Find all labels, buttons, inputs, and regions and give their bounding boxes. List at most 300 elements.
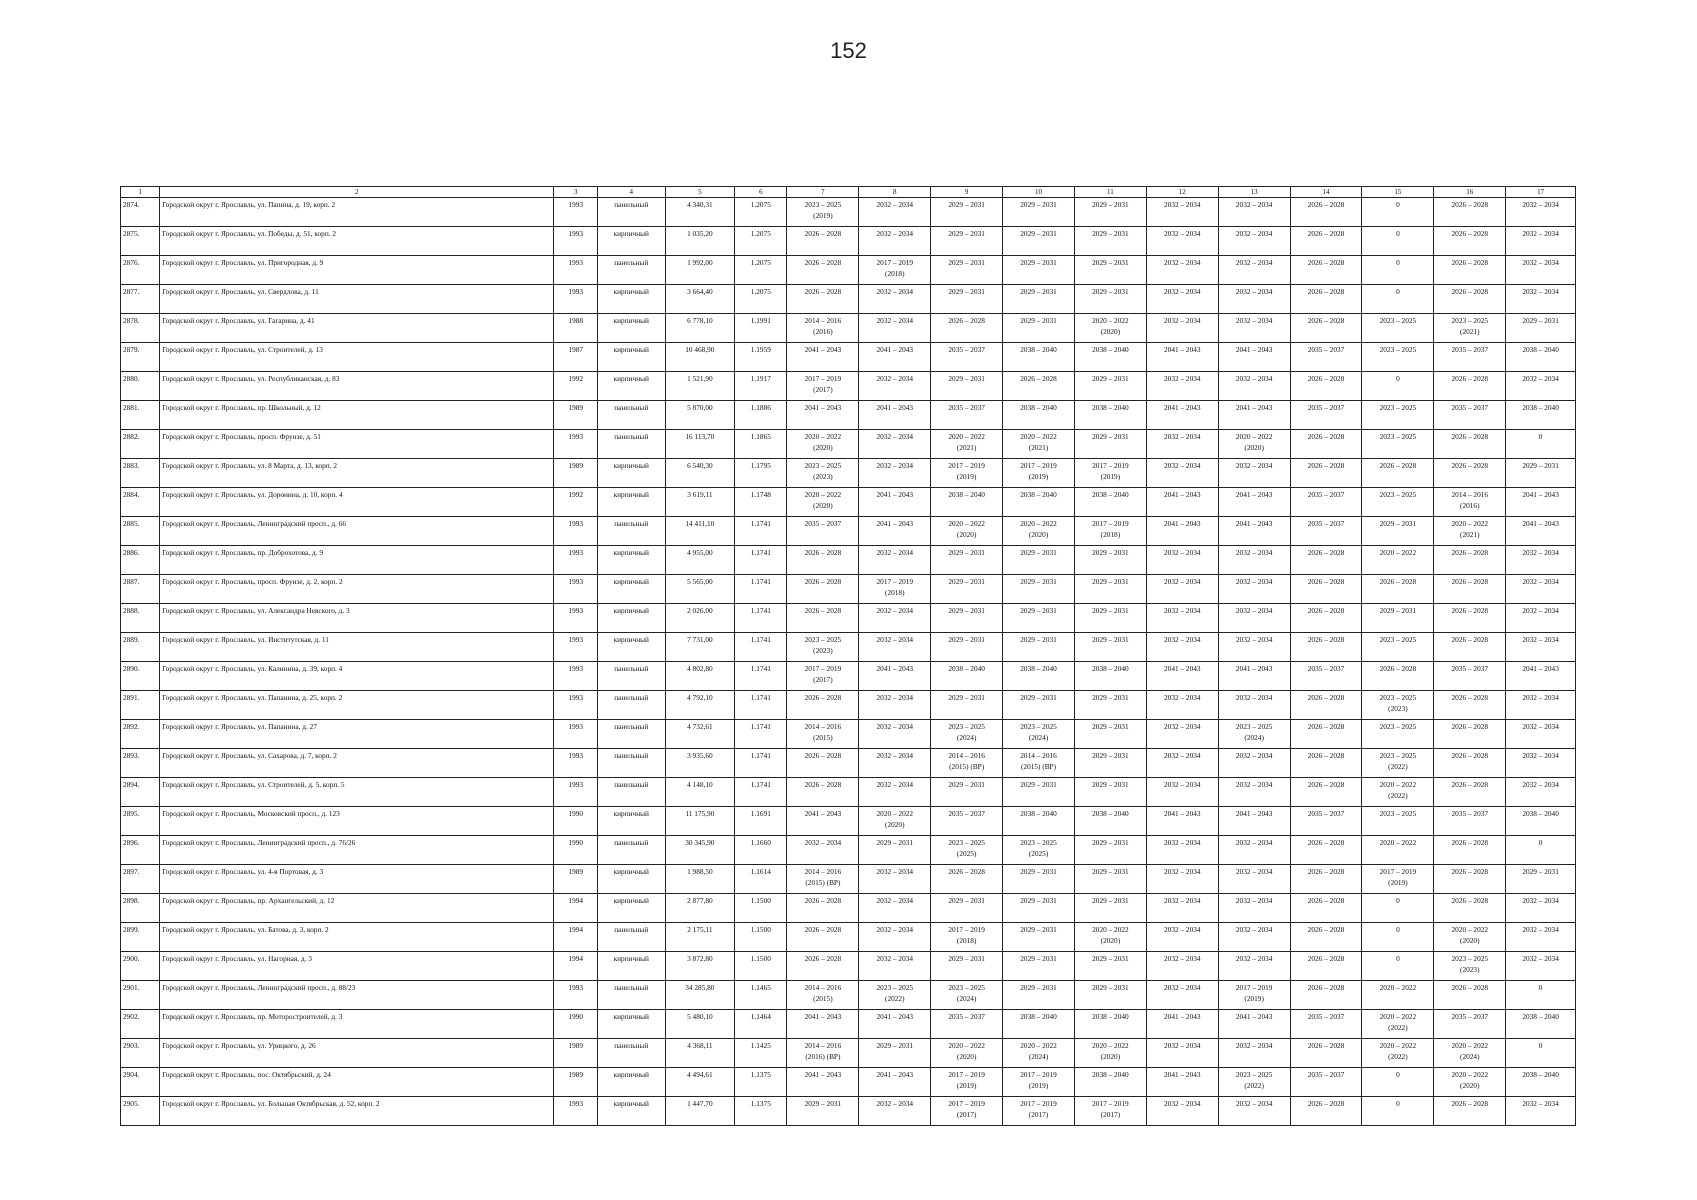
table-cell-col-3: 1988 bbox=[554, 314, 598, 343]
table-cell-col-3: 1987 bbox=[554, 343, 598, 372]
table-cell-col-9: 2017 – 2019 (2018) bbox=[931, 923, 1003, 952]
table-cell-col-14: 2026 – 2028 bbox=[1290, 691, 1362, 720]
table-cell-col-10: 2017 – 2019 (2017) bbox=[1003, 1097, 1075, 1126]
table-cell-col-5: 7 731,00 bbox=[665, 633, 735, 662]
table-cell-col-1: 2902. bbox=[121, 1010, 160, 1039]
table-cell-col-6: 1.1375 bbox=[735, 1097, 787, 1126]
table-row bbox=[121, 952, 1576, 981]
table-cell-col-10: 2026 – 2028 bbox=[1003, 372, 1075, 401]
table-cell-col-3: 1993 bbox=[554, 430, 598, 459]
table-cell-col-4: панельный bbox=[598, 836, 666, 865]
table-cell-col-3: 1989 bbox=[554, 401, 598, 430]
table-cell-col-16: 2035 – 2037 bbox=[1434, 343, 1506, 372]
table-cell-col-12: 2032 – 2034 bbox=[1146, 633, 1218, 662]
table-cell-col-11: 2038 – 2040 bbox=[1074, 1010, 1146, 1039]
table-cell-col-14: 2035 – 2037 bbox=[1290, 1010, 1362, 1039]
table-cell-col-14: 2026 – 2028 bbox=[1290, 923, 1362, 952]
table-cell-col-6: 1.2075 bbox=[735, 198, 787, 227]
table-cell-col-2: Городской округ г. Ярославль, ул. Папанина, д. 27 bbox=[160, 720, 554, 749]
table-cell-col-10: 2023 – 2025 (2025) bbox=[1003, 836, 1075, 865]
table-cell-col-12: 2032 – 2034 bbox=[1146, 285, 1218, 314]
table-cell-col-1: 2883. bbox=[121, 459, 160, 488]
table-cell-col-16: 2026 – 2028 bbox=[1434, 198, 1506, 227]
column-number-1: 1 bbox=[121, 187, 160, 198]
table-cell-col-17: 2032 – 2034 bbox=[1506, 604, 1576, 633]
table-cell-col-13: 2032 – 2034 bbox=[1218, 575, 1290, 604]
table-cell-col-17: 2032 – 2034 bbox=[1506, 372, 1576, 401]
table-cell-col-6: 1.1741 bbox=[735, 575, 787, 604]
table-cell-col-1: 2896. bbox=[121, 836, 160, 865]
table-cell-col-12: 2032 – 2034 bbox=[1146, 865, 1218, 894]
table-cell-col-10: 2017 – 2019 (2019) bbox=[1003, 1068, 1075, 1097]
table-cell-col-8: 2032 – 2034 bbox=[859, 720, 931, 749]
table-cell-col-2: Городской округ г. Ярославль, ул. Урицкого, д. 26 bbox=[160, 1039, 554, 1068]
table-cell-col-5: 6 778,10 bbox=[665, 314, 735, 343]
table-cell-col-3: 1993 bbox=[554, 604, 598, 633]
table-cell-col-11: 2029 – 2031 bbox=[1074, 575, 1146, 604]
table-cell-col-17: 2032 – 2034 bbox=[1506, 720, 1576, 749]
table-cell-col-14: 2035 – 2037 bbox=[1290, 488, 1362, 517]
table-cell-col-13: 2032 – 2034 bbox=[1218, 546, 1290, 575]
table-cell-col-7: 2014 – 2016 (2016) (ВР) bbox=[787, 1039, 859, 1068]
table-cell-col-17: 2032 – 2034 bbox=[1506, 691, 1576, 720]
table-cell-col-7: 2014 – 2016 (2015) bbox=[787, 981, 859, 1010]
table-cell-col-2: Городской округ г. Ярославль, ул. Строителей, д. 13 bbox=[160, 343, 554, 372]
table-cell-col-14: 2026 – 2028 bbox=[1290, 1039, 1362, 1068]
page-number: 152 bbox=[830, 38, 867, 63]
table-cell-col-3: 1993 bbox=[554, 778, 598, 807]
table-cell-col-17: 2032 – 2034 bbox=[1506, 633, 1576, 662]
table-cell-col-17: 0 bbox=[1506, 1039, 1576, 1068]
table-cell-col-13: 2032 – 2034 bbox=[1218, 314, 1290, 343]
table-cell-col-15: 2026 – 2028 bbox=[1362, 662, 1434, 691]
table-cell-col-7: 2041 – 2043 bbox=[787, 807, 859, 836]
table-cell-col-16: 2026 – 2028 bbox=[1434, 894, 1506, 923]
table-cell-col-7: 2026 – 2028 bbox=[787, 575, 859, 604]
table-cell-col-8: 2032 – 2034 bbox=[859, 778, 931, 807]
table-cell-col-11: 2017 – 2019 (2018) bbox=[1074, 517, 1146, 546]
table-cell-col-6: 1.2075 bbox=[735, 285, 787, 314]
table-cell-col-9: 2026 – 2028 bbox=[931, 865, 1003, 894]
column-number-7: 7 bbox=[787, 187, 859, 198]
table-cell-col-8: 2032 – 2034 bbox=[859, 749, 931, 778]
table-cell-col-17: 2038 – 2040 bbox=[1506, 1010, 1576, 1039]
table-cell-col-11: 2029 – 2031 bbox=[1074, 981, 1146, 1010]
table-cell-col-3: 1994 bbox=[554, 923, 598, 952]
table-cell-col-7: 2017 – 2019 (2017) bbox=[787, 372, 859, 401]
table-row bbox=[121, 198, 1576, 227]
table-cell-col-2: Городской округ г. Ярославль, ул. Батова, д. 3, корп. 2 bbox=[160, 923, 554, 952]
table-cell-col-10: 2029 – 2031 bbox=[1003, 546, 1075, 575]
table-cell-col-7: 2023 – 2025 (2023) bbox=[787, 459, 859, 488]
table-cell-col-2: Городской округ г. Ярославль, пос. Октябрьский, д. 24 bbox=[160, 1068, 554, 1097]
table-cell-col-1: 2876. bbox=[121, 256, 160, 285]
table-cell-col-7: 2026 – 2028 bbox=[787, 691, 859, 720]
table-cell-col-3: 1990 bbox=[554, 836, 598, 865]
table-cell-col-7: 2026 – 2028 bbox=[787, 923, 859, 952]
table-cell-col-16: 2026 – 2028 bbox=[1434, 836, 1506, 865]
table-cell-col-2: Городской округ г. Ярославль, просп. Фрунзе, д. 51 bbox=[160, 430, 554, 459]
table-cell-col-8: 2041 – 2043 bbox=[859, 488, 931, 517]
table-cell-col-5: 4 792,10 bbox=[665, 691, 735, 720]
column-number-14: 14 bbox=[1290, 187, 1362, 198]
table-cell-col-11: 2038 – 2040 bbox=[1074, 401, 1146, 430]
table-cell-col-10: 2029 – 2031 bbox=[1003, 778, 1075, 807]
table-cell-col-3: 1990 bbox=[554, 807, 598, 836]
table-cell-col-1: 2889. bbox=[121, 633, 160, 662]
table-cell-col-10: 2029 – 2031 bbox=[1003, 227, 1075, 256]
table-cell-col-1: 2905. bbox=[121, 1097, 160, 1126]
table-cell-col-3: 1993 bbox=[554, 691, 598, 720]
table-cell-col-12: 2032 – 2034 bbox=[1146, 575, 1218, 604]
table-cell-col-3: 1993 bbox=[554, 981, 598, 1010]
table-cell-col-4: кирпичный bbox=[598, 865, 666, 894]
column-number-8: 8 bbox=[859, 187, 931, 198]
table-cell-col-5: 1 035,20 bbox=[665, 227, 735, 256]
table-cell-col-7: 2023 – 2025 (2019) bbox=[787, 198, 859, 227]
table-cell-col-5: 30 345,90 bbox=[665, 836, 735, 865]
table-cell-col-14: 2026 – 2028 bbox=[1290, 720, 1362, 749]
table-row bbox=[121, 981, 1576, 1010]
table-cell-col-16: 2026 – 2028 bbox=[1434, 285, 1506, 314]
table-row bbox=[121, 285, 1576, 314]
table-cell-col-15: 0 bbox=[1362, 952, 1434, 981]
column-number-4: 4 bbox=[598, 187, 666, 198]
table-cell-col-7: 2026 – 2028 bbox=[787, 285, 859, 314]
table-cell-col-13: 2032 – 2034 bbox=[1218, 865, 1290, 894]
table-cell-col-14: 2026 – 2028 bbox=[1290, 575, 1362, 604]
column-number-17: 17 bbox=[1506, 187, 1576, 198]
table-cell-col-10: 2023 – 2025 (2024) bbox=[1003, 720, 1075, 749]
table-cell-col-6: 1.1795 bbox=[735, 459, 787, 488]
table-row bbox=[121, 894, 1576, 923]
column-number-10: 10 bbox=[1003, 187, 1075, 198]
table-cell-col-2: Городской округ г. Ярославль, ул. Большая Октябрьская, д. 52, корп. 2 bbox=[160, 1097, 554, 1126]
table-cell-col-9: 2029 – 2031 bbox=[931, 778, 1003, 807]
table-cell-col-11: 2038 – 2040 bbox=[1074, 1068, 1146, 1097]
table-cell-col-1: 2880. bbox=[121, 372, 160, 401]
table-row bbox=[121, 488, 1576, 517]
table-cell-col-11: 2029 – 2031 bbox=[1074, 952, 1146, 981]
table-cell-col-7: 2026 – 2028 bbox=[787, 778, 859, 807]
table-cell-col-1: 2877. bbox=[121, 285, 160, 314]
table-cell-col-7: 2023 – 2025 (2023) bbox=[787, 633, 859, 662]
table-cell-col-17: 2029 – 2031 bbox=[1506, 865, 1576, 894]
table-cell-col-10: 2020 – 2022 (2021) bbox=[1003, 430, 1075, 459]
table-cell-col-2: Городской округ г. Ярославль, ул. Строителей, д. 5, корп. 5 bbox=[160, 778, 554, 807]
table-cell-col-12: 2032 – 2034 bbox=[1146, 894, 1218, 923]
table-cell-col-1: 2898. bbox=[121, 894, 160, 923]
table-cell-col-4: кирпичный bbox=[598, 575, 666, 604]
table-cell-col-5: 14 411,10 bbox=[665, 517, 735, 546]
table-cell-col-1: 2899. bbox=[121, 923, 160, 952]
table-cell-col-4: кирпичный bbox=[598, 285, 666, 314]
table-cell-col-6: 1.1425 bbox=[735, 1039, 787, 1068]
table-cell-col-11: 2029 – 2031 bbox=[1074, 372, 1146, 401]
table-cell-col-7: 2026 – 2028 bbox=[787, 546, 859, 575]
table-cell-col-4: панельный bbox=[598, 778, 666, 807]
table-row bbox=[121, 459, 1576, 488]
column-number-3: 3 bbox=[554, 187, 598, 198]
table-cell-col-9: 2029 – 2031 bbox=[931, 691, 1003, 720]
table-cell-col-5: 4 368,11 bbox=[665, 1039, 735, 1068]
table-cell-col-8: 2032 – 2034 bbox=[859, 604, 931, 633]
table-cell-col-10: 2029 – 2031 bbox=[1003, 633, 1075, 662]
table-cell-col-2: Городской округ г. Ярославль, ул. Папина, д. 19, корп. 2 bbox=[160, 198, 554, 227]
table-cell-col-15: 0 bbox=[1362, 1097, 1434, 1126]
table-cell-col-14: 2026 – 2028 bbox=[1290, 604, 1362, 633]
table-cell-col-16: 2023 – 2025 (2021) bbox=[1434, 314, 1506, 343]
table-cell-col-10: 2038 – 2040 bbox=[1003, 343, 1075, 372]
table-cell-col-4: кирпичный bbox=[598, 604, 666, 633]
table-cell-col-13: 2032 – 2034 bbox=[1218, 1097, 1290, 1126]
table-cell-col-6: 1.1741 bbox=[735, 517, 787, 546]
table-cell-col-4: панельный bbox=[598, 256, 666, 285]
table-row bbox=[121, 575, 1576, 604]
table-cell-col-13: 2032 – 2034 bbox=[1218, 1039, 1290, 1068]
table-cell-col-6: 1.1741 bbox=[735, 604, 787, 633]
table-cell-col-3: 1993 bbox=[554, 633, 598, 662]
table-cell-col-1: 2894. bbox=[121, 778, 160, 807]
table-cell-col-6: 1.2075 bbox=[735, 227, 787, 256]
table-cell-col-14: 2026 – 2028 bbox=[1290, 836, 1362, 865]
table-cell-col-9: 2029 – 2031 bbox=[931, 227, 1003, 256]
table-cell-col-15: 0 bbox=[1362, 923, 1434, 952]
table-row bbox=[121, 691, 1576, 720]
table-cell-col-11: 2017 – 2019 (2019) bbox=[1074, 459, 1146, 488]
register-table-container bbox=[120, 186, 1576, 1126]
table-cell-col-9: 2029 – 2031 bbox=[931, 285, 1003, 314]
table-cell-col-11: 2020 – 2022 (2020) bbox=[1074, 1039, 1146, 1068]
table-cell-col-10: 2029 – 2031 bbox=[1003, 952, 1075, 981]
table-cell-col-16: 2026 – 2028 bbox=[1434, 430, 1506, 459]
table-cell-col-4: кирпичный bbox=[598, 227, 666, 256]
table-cell-col-17: 2032 – 2034 bbox=[1506, 285, 1576, 314]
table-cell-col-3: 1993 bbox=[554, 198, 598, 227]
table-cell-col-11: 2029 – 2031 bbox=[1074, 720, 1146, 749]
column-number-5: 5 bbox=[665, 187, 735, 198]
table-cell-col-14: 2026 – 2028 bbox=[1290, 285, 1362, 314]
table-cell-col-16: 2035 – 2037 bbox=[1434, 807, 1506, 836]
table-cell-col-10: 2038 – 2040 bbox=[1003, 488, 1075, 517]
table-cell-col-10: 2014 – 2016 (2015) (ВР) bbox=[1003, 749, 1075, 778]
table-cell-col-16: 2026 – 2028 bbox=[1434, 575, 1506, 604]
table-cell-col-15: 2020 – 2022 bbox=[1362, 546, 1434, 575]
table-cell-col-12: 2032 – 2034 bbox=[1146, 430, 1218, 459]
table-cell-col-17: 2038 – 2040 bbox=[1506, 1068, 1576, 1097]
table-cell-col-3: 1989 bbox=[554, 1068, 598, 1097]
table-cell-col-13: 2041 – 2043 bbox=[1218, 1010, 1290, 1039]
table-cell-col-13: 2032 – 2034 bbox=[1218, 256, 1290, 285]
table-cell-col-14: 2026 – 2028 bbox=[1290, 749, 1362, 778]
table-cell-col-17: 2032 – 2034 bbox=[1506, 546, 1576, 575]
table-cell-col-16: 2026 – 2028 bbox=[1434, 720, 1506, 749]
table-cell-col-6: 1.1741 bbox=[735, 720, 787, 749]
table-cell-col-5: 11 175,90 bbox=[665, 807, 735, 836]
table-cell-col-9: 2038 – 2040 bbox=[931, 662, 1003, 691]
table-cell-col-8: 2032 – 2034 bbox=[859, 952, 931, 981]
table-cell-col-15: 2020 – 2022 (2022) bbox=[1362, 1010, 1434, 1039]
table-cell-col-7: 2041 – 2043 bbox=[787, 343, 859, 372]
table-cell-col-16: 2035 – 2037 bbox=[1434, 401, 1506, 430]
table-cell-col-10: 2029 – 2031 bbox=[1003, 691, 1075, 720]
table-cell-col-14: 2026 – 2028 bbox=[1290, 372, 1362, 401]
table-cell-col-14: 2026 – 2028 bbox=[1290, 227, 1362, 256]
table-cell-col-12: 2032 – 2034 bbox=[1146, 604, 1218, 633]
table-cell-col-9: 2020 – 2022 (2020) bbox=[931, 517, 1003, 546]
table-cell-col-2: Городской округ г. Ярославль, Ленинградский просп., д. 88/23 bbox=[160, 981, 554, 1010]
table-cell-col-7: 2020 – 2022 (2020) bbox=[787, 430, 859, 459]
table-row bbox=[121, 517, 1576, 546]
table-cell-col-8: 2032 – 2034 bbox=[859, 227, 931, 256]
table-cell-col-15: 0 bbox=[1362, 372, 1434, 401]
table-cell-col-9: 2017 – 2019 (2019) bbox=[931, 459, 1003, 488]
table-cell-col-1: 2900. bbox=[121, 952, 160, 981]
table-cell-col-8: 2032 – 2034 bbox=[859, 459, 931, 488]
table-cell-col-15: 2020 – 2022 (2022) bbox=[1362, 1039, 1434, 1068]
table-cell-col-15: 2026 – 2028 bbox=[1362, 459, 1434, 488]
table-cell-col-2: Городской округ г. Ярославль, пр. Школьный, д. 12 bbox=[160, 401, 554, 430]
table-cell-col-2: Городской округ г. Ярославль, Ленинградский просп., д. 66 bbox=[160, 517, 554, 546]
table-cell-col-14: 2026 – 2028 bbox=[1290, 778, 1362, 807]
table-cell-col-7: 2020 – 2022 (2020) bbox=[787, 488, 859, 517]
table-cell-col-9: 2035 – 2037 bbox=[931, 807, 1003, 836]
table-cell-col-16: 2020 – 2022 (2020) bbox=[1434, 923, 1506, 952]
table-cell-col-12: 2032 – 2034 bbox=[1146, 836, 1218, 865]
table-cell-col-11: 2020 – 2022 (2020) bbox=[1074, 923, 1146, 952]
table-cell-col-13: 2032 – 2034 bbox=[1218, 923, 1290, 952]
table-cell-col-16: 2026 – 2028 bbox=[1434, 691, 1506, 720]
table-cell-col-9: 2017 – 2019 (2019) bbox=[931, 1068, 1003, 1097]
table-cell-col-3: 1994 bbox=[554, 952, 598, 981]
table-cell-col-4: кирпичный bbox=[598, 807, 666, 836]
table-cell-col-15: 2023 – 2025 bbox=[1362, 314, 1434, 343]
register-table bbox=[120, 186, 1576, 1126]
table-cell-col-5: 4 494,61 bbox=[665, 1068, 735, 1097]
table-cell-col-9: 2029 – 2031 bbox=[931, 198, 1003, 227]
table-cell-col-16: 2023 – 2025 (2023) bbox=[1434, 952, 1506, 981]
column-number-16: 16 bbox=[1434, 187, 1506, 198]
table-cell-col-11: 2038 – 2040 bbox=[1074, 807, 1146, 836]
table-cell-col-17: 2032 – 2034 bbox=[1506, 923, 1576, 952]
table-cell-col-5: 1 447,70 bbox=[665, 1097, 735, 1126]
table-cell-col-6: 1.1375 bbox=[735, 1068, 787, 1097]
table-cell-col-1: 2887. bbox=[121, 575, 160, 604]
table-cell-col-13: 2017 – 2019 (2019) bbox=[1218, 981, 1290, 1010]
table-cell-col-1: 2884. bbox=[121, 488, 160, 517]
table-cell-col-8: 2023 – 2025 (2022) bbox=[859, 981, 931, 1010]
table-cell-col-11: 2029 – 2031 bbox=[1074, 836, 1146, 865]
table-cell-col-3: 1993 bbox=[554, 720, 598, 749]
table-cell-col-2: Городской округ г. Ярославль, ул. Доронина, д. 10, корп. 4 bbox=[160, 488, 554, 517]
table-cell-col-9: 2029 – 2031 bbox=[931, 952, 1003, 981]
table-cell-col-14: 2035 – 2037 bbox=[1290, 401, 1362, 430]
table-cell-col-12: 2032 – 2034 bbox=[1146, 314, 1218, 343]
table-cell-col-12: 2032 – 2034 bbox=[1146, 952, 1218, 981]
table-cell-col-9: 2029 – 2031 bbox=[931, 633, 1003, 662]
table-cell-col-2: Городской округ г. Ярославль, пр. Доброхотова, д. 9 bbox=[160, 546, 554, 575]
table-row bbox=[121, 1010, 1576, 1039]
table-cell-col-15: 2023 – 2025 (2022) bbox=[1362, 749, 1434, 778]
table-cell-col-10: 2029 – 2031 bbox=[1003, 575, 1075, 604]
table-cell-col-8: 2041 – 2043 bbox=[859, 1010, 931, 1039]
table-cell-col-10: 2020 – 2022 (2020) bbox=[1003, 517, 1075, 546]
table-cell-col-10: 2029 – 2031 bbox=[1003, 604, 1075, 633]
table-cell-col-4: кирпичный bbox=[598, 546, 666, 575]
table-cell-col-16: 2026 – 2028 bbox=[1434, 256, 1506, 285]
table-cell-col-16: 2020 – 2022 (2020) bbox=[1434, 1068, 1506, 1097]
table-cell-col-17: 0 bbox=[1506, 981, 1576, 1010]
table-cell-col-7: 2041 – 2043 bbox=[787, 401, 859, 430]
table-cell-col-2: Городской округ г. Ярославль, ул. Победы, д. 51, корп. 2 bbox=[160, 227, 554, 256]
table-cell-col-6: 1.1991 bbox=[735, 314, 787, 343]
table-cell-col-15: 2017 – 2019 (2019) bbox=[1362, 865, 1434, 894]
table-cell-col-12: 2032 – 2034 bbox=[1146, 981, 1218, 1010]
table-cell-col-8: 2041 – 2043 bbox=[859, 662, 931, 691]
table-cell-col-8: 2017 – 2019 (2018) bbox=[859, 575, 931, 604]
table-cell-col-1: 2878. bbox=[121, 314, 160, 343]
table-cell-col-6: 1.1865 bbox=[735, 430, 787, 459]
table-cell-col-16: 2026 – 2028 bbox=[1434, 546, 1506, 575]
table-cell-col-14: 2026 – 2028 bbox=[1290, 894, 1362, 923]
column-number-13: 13 bbox=[1218, 187, 1290, 198]
table-cell-col-17: 2032 – 2034 bbox=[1506, 749, 1576, 778]
table-cell-col-10: 2029 – 2031 bbox=[1003, 865, 1075, 894]
table-cell-col-6: 1.1741 bbox=[735, 749, 787, 778]
table-cell-col-12: 2032 – 2034 bbox=[1146, 923, 1218, 952]
table-cell-col-4: панельный bbox=[598, 662, 666, 691]
table-cell-col-5: 4 802,80 bbox=[665, 662, 735, 691]
table-cell-col-10: 2020 – 2022 (2024) bbox=[1003, 1039, 1075, 1068]
table-cell-col-4: кирпичный bbox=[598, 952, 666, 981]
table-cell-col-11: 2029 – 2031 bbox=[1074, 691, 1146, 720]
table-cell-col-6: 1.1741 bbox=[735, 633, 787, 662]
table-cell-col-6: 1.1660 bbox=[735, 836, 787, 865]
table-cell-col-5: 4 148,10 bbox=[665, 778, 735, 807]
table-cell-col-7: 2041 – 2043 bbox=[787, 1068, 859, 1097]
table-cell-col-7: 2035 – 2037 bbox=[787, 517, 859, 546]
table-cell-col-15: 2023 – 2025 (2023) bbox=[1362, 691, 1434, 720]
table-cell-col-5: 5 870,00 bbox=[665, 401, 735, 430]
table-cell-col-15: 2023 – 2025 bbox=[1362, 807, 1434, 836]
table-cell-col-10: 2029 – 2031 bbox=[1003, 923, 1075, 952]
table-cell-col-3: 1989 bbox=[554, 459, 598, 488]
table-cell-col-4: панельный bbox=[598, 401, 666, 430]
table-cell-col-9: 2014 – 2016 (2015) (ВР) bbox=[931, 749, 1003, 778]
table-cell-col-17: 2038 – 2040 bbox=[1506, 343, 1576, 372]
table-cell-col-2: Городской округ г. Ярославль, пр. Архангельский, д. 12 bbox=[160, 894, 554, 923]
table-cell-col-11: 2020 – 2022 (2020) bbox=[1074, 314, 1146, 343]
table-row bbox=[121, 778, 1576, 807]
table-cell-col-17: 2032 – 2034 bbox=[1506, 256, 1576, 285]
table-cell-col-15: 2020 – 2022 (2022) bbox=[1362, 778, 1434, 807]
table-cell-col-1: 2903. bbox=[121, 1039, 160, 1068]
table-cell-col-13: 2032 – 2034 bbox=[1218, 285, 1290, 314]
table-cell-col-10: 2029 – 2031 bbox=[1003, 314, 1075, 343]
table-cell-col-17: 2032 – 2034 bbox=[1506, 778, 1576, 807]
table-cell-col-8: 2032 – 2034 bbox=[859, 314, 931, 343]
table-cell-col-13: 2020 – 2022 (2020) bbox=[1218, 430, 1290, 459]
table-cell-col-11: 2017 – 2019 (2017) bbox=[1074, 1097, 1146, 1126]
table-cell-col-10: 2029 – 2031 bbox=[1003, 285, 1075, 314]
column-number-9: 9 bbox=[931, 187, 1003, 198]
table-cell-col-13: 2032 – 2034 bbox=[1218, 952, 1290, 981]
table-cell-col-9: 2023 – 2025 (2024) bbox=[931, 720, 1003, 749]
table-cell-col-9: 2026 – 2028 bbox=[931, 314, 1003, 343]
table-cell-col-14: 2026 – 2028 bbox=[1290, 314, 1362, 343]
table-cell-col-12: 2032 – 2034 bbox=[1146, 372, 1218, 401]
table-cell-col-9: 2029 – 2031 bbox=[931, 546, 1003, 575]
